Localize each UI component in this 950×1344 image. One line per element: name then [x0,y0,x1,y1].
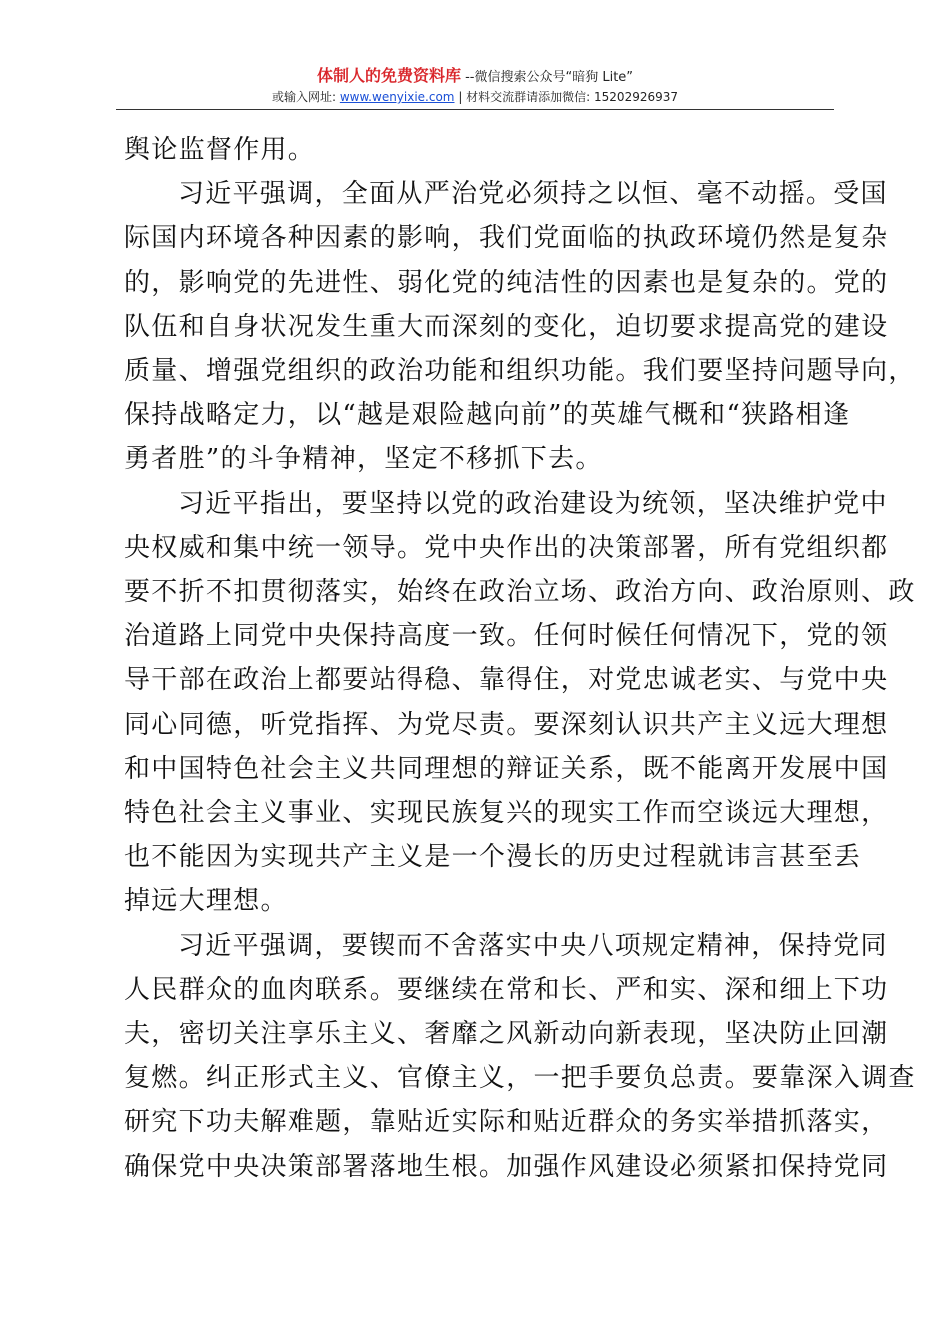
text-line: 要不折不扣贯彻落实，始终在政治立场、政治方向、政治原则、政 [124,577,916,608]
text-line: 特色社会主义事业、实现民族复兴的现实工作而空谈远大理想， [124,798,889,829]
text-line: 央权威和集中统一领导。党中央作出的决策部署，所有党组织都 [124,532,889,563]
url-prefix: 或输入网址: [271,90,340,104]
text-line: 习近平强调，要锲而不舍落实中央八项规定精神，保持党同 [178,930,888,961]
text-line: 习近平指出，要坚持以党的政治建设为统领，坚决维护党中 [178,488,888,519]
text-line: 队伍和自身状况发生重大而深刻的变化，迫切要求提高党的建设 [124,311,889,342]
text-line: 夫，密切关注享乐主义、奢靡之风新动向新表现，坚决防止回潮 [124,1019,889,1050]
paragraph [124,482,916,924]
text-line: 和中国特色社会主义共同理想的辩证关系，既不能离开发展中国 [124,753,889,784]
header-contact-line [0,88,950,106]
text-line: 同心同德，听党指挥、为党尽责。要深刻认识共产主义远大理想 [124,709,889,740]
contact-info: | 材料交流群请添加微信: 15202926937 [454,90,679,104]
header-tagline: --微信搜索公众号“暗狗 Lite” [460,70,634,85]
text-line: 舆论监督作用。 [124,135,316,165]
text-line: 也不能因为实现共产主义是一个漫长的历史过程就讳言甚至丢 [124,842,862,873]
text-line: 治道路上同党中央保持高度一致。任何时候任何情况下，党的领 [124,621,889,652]
text-line: 确保党中央决策部署落地生根。加强作风建设必须紧扣保持党同 [124,1151,889,1182]
text-line: 掉远大理想。 [124,886,288,917]
text-line: 质量、增强党组织的政治功能和组织功能。我们要坚持问题导向， [124,356,916,387]
text-line: 导干部在政治上都要站得稳、靠得住，对党忠诚老实、与党中央 [124,665,889,696]
text-line: 际国内环境各种因素的影响，我们党面临的执政环境仍然是复杂 [124,223,889,254]
text-line: 研究下功夫解难题，靠贴近实际和贴近群众的务实举措抓落实， [124,1107,889,1138]
paragraph [124,924,916,1189]
website-link[interactable]: www.wenyixie.com [339,90,455,104]
page-header [0,66,950,106]
header-divider [116,109,834,110]
text-line: 复燃。纠正形式主义、官僚主义，一把手要负总责。要靠深入调查 [124,1063,916,1094]
header-title-line [0,66,950,88]
site-name: 体制人的免费资料库 [316,66,461,85]
text-line: 的，影响党的先进性、弱化党的纯洁性的因素也是复杂的。党的 [124,267,889,298]
text-line: 保持战略定力，以“越是艰险越向前”的英雄气概和“狭路相逢 [124,400,851,431]
text-line: 人民群众的血肉联系。要继续在常和长、严和实、深和细上下功 [124,974,889,1005]
paragraph-continuation [124,128,832,172]
text-line: 习近平强调，全面从严治党必须持之以恒、毫不动摇。受国 [178,179,888,210]
document-body [124,128,916,1189]
paragraph [124,172,916,481]
text-line: 勇者胜”的斗争精神，坚定不移抓下去。 [124,444,603,475]
